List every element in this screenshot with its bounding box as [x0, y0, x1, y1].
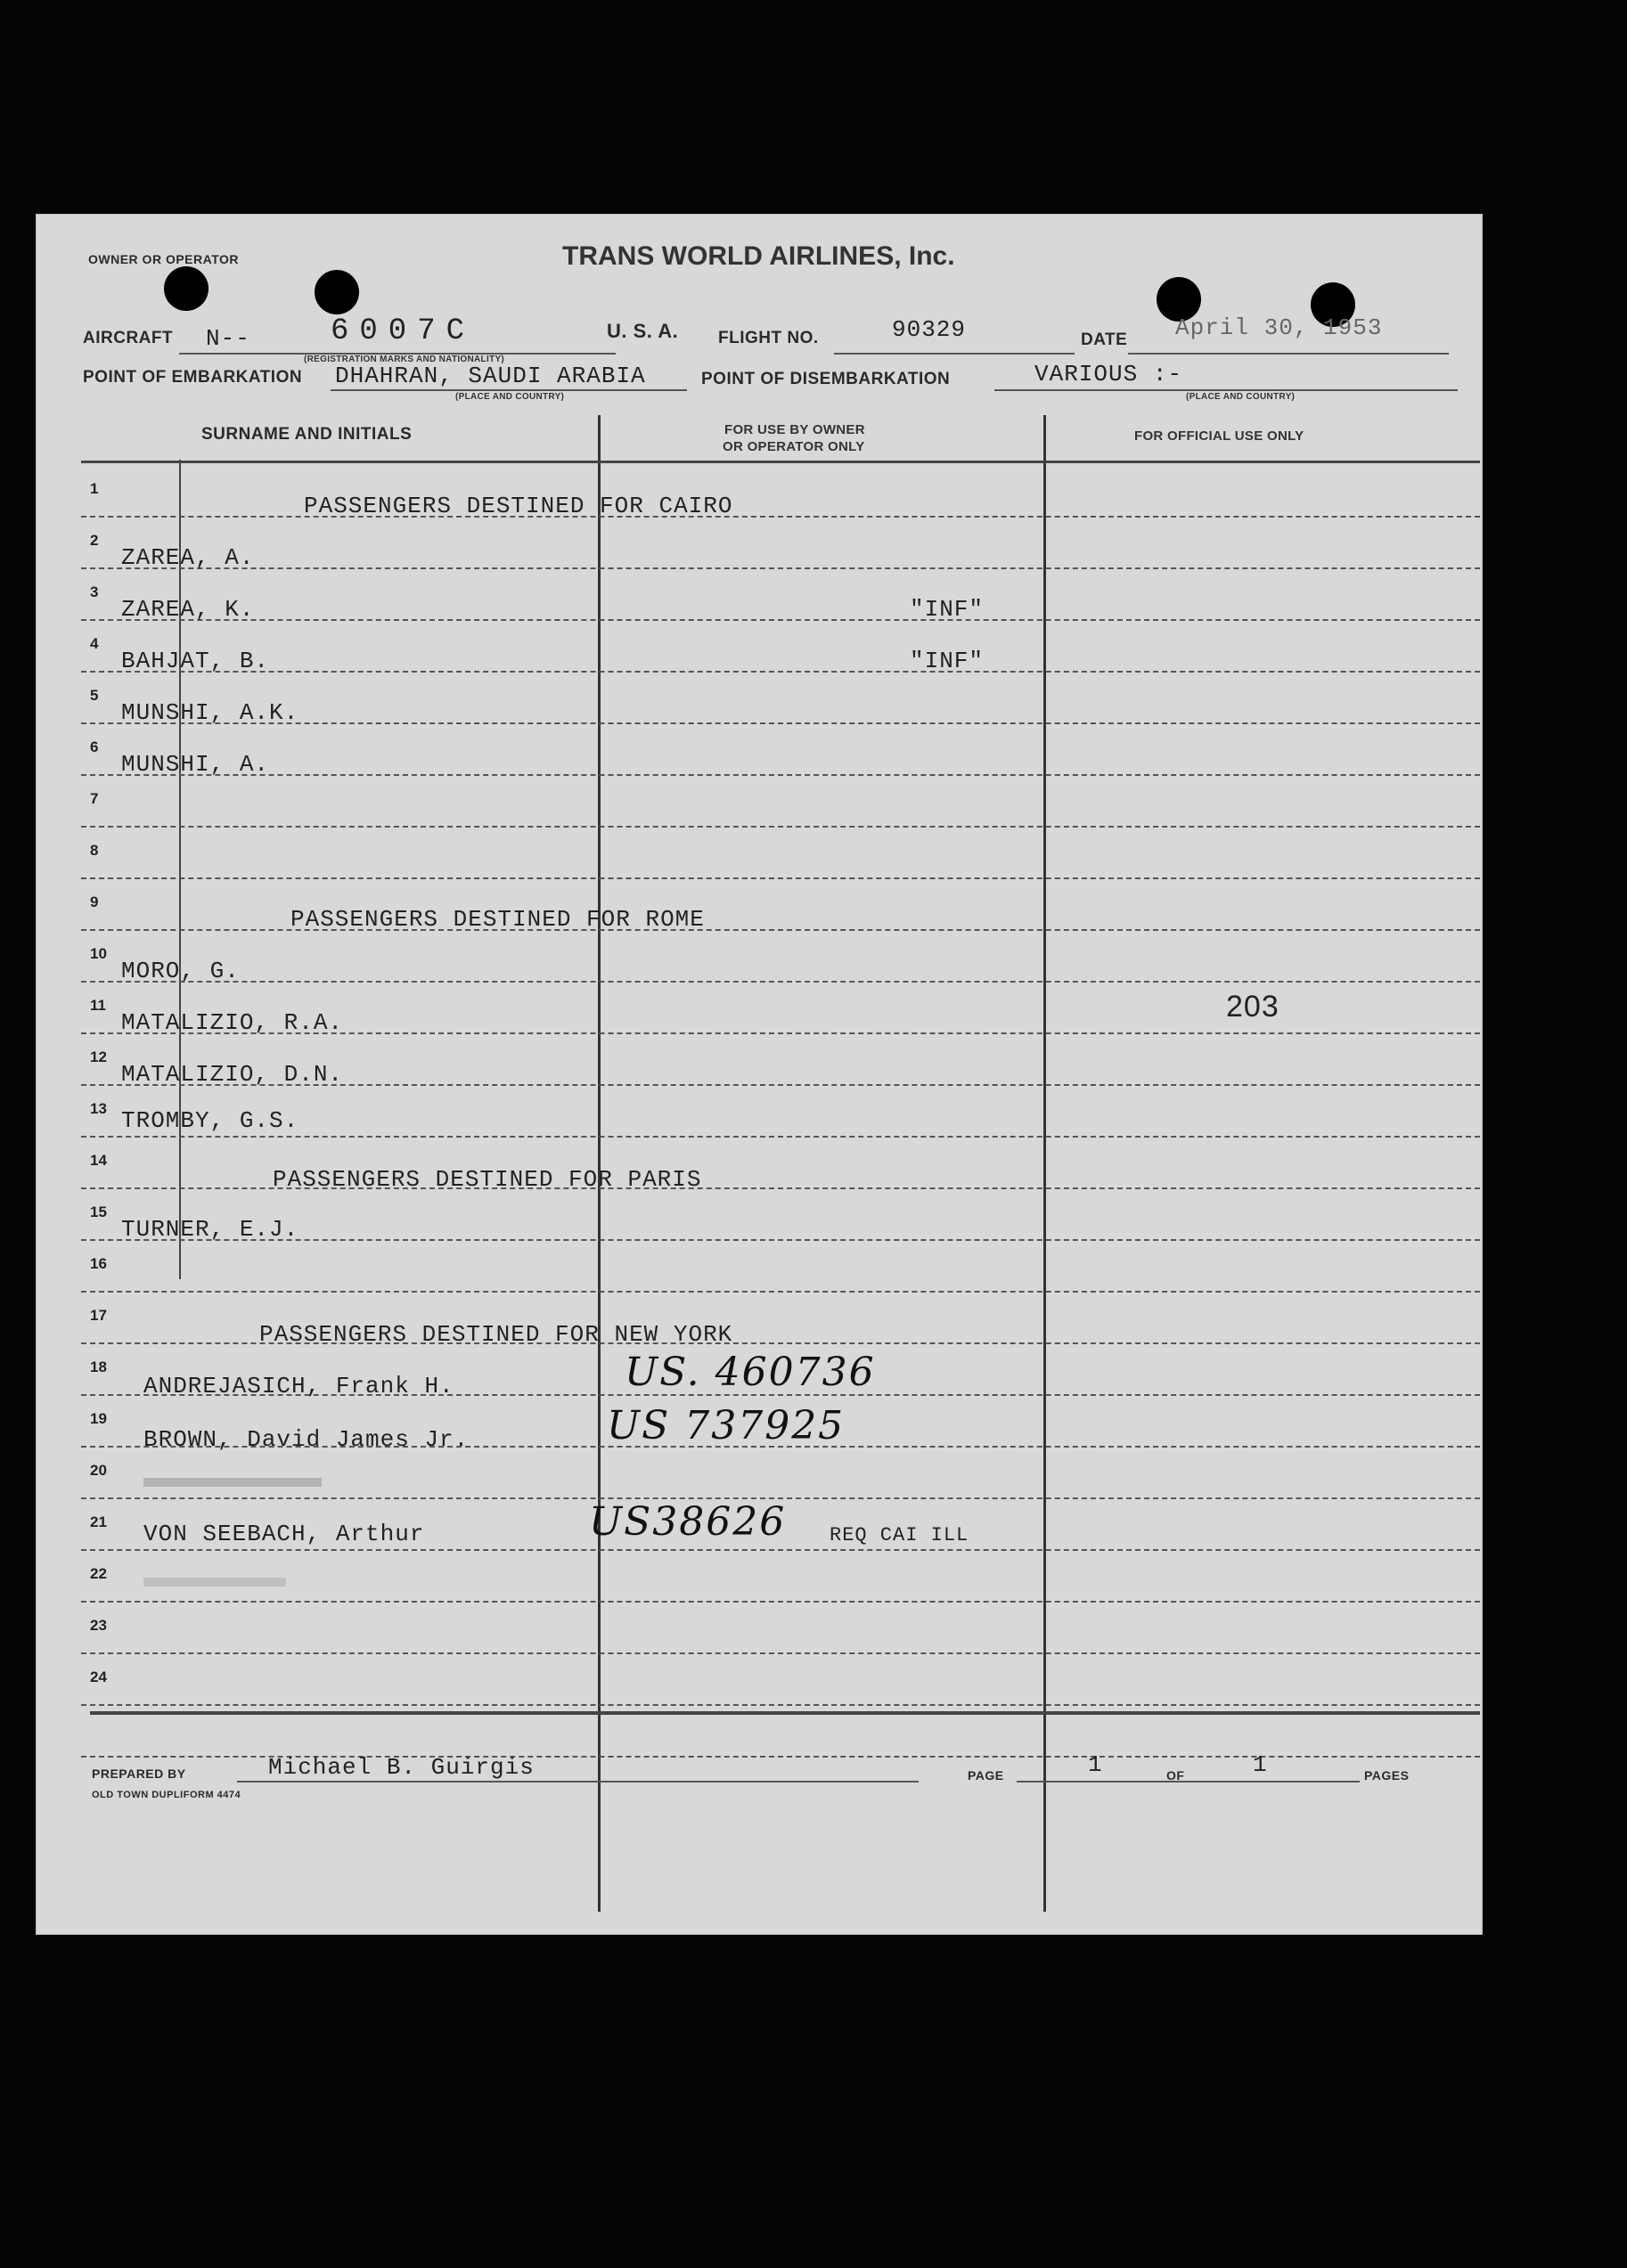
- row-number: 10: [90, 945, 107, 962]
- official-note: 203: [1226, 990, 1280, 1024]
- header-rule: [81, 461, 1480, 463]
- col-owner-header-1: FOR USE BY OWNER: [724, 422, 865, 437]
- row-rule: [81, 1291, 1480, 1293]
- row-number: 15: [90, 1203, 107, 1220]
- embarkation-underline: [331, 389, 687, 391]
- row-rule: [81, 567, 1480, 569]
- punch-hole: [164, 266, 208, 311]
- page-total: 1: [1253, 1751, 1268, 1778]
- date-value: April 30, 1953: [1175, 314, 1383, 341]
- flight-underline: [834, 353, 1075, 355]
- row-number: 20: [90, 1462, 107, 1479]
- owner-note: "INF": [910, 648, 985, 674]
- row-rule: [81, 877, 1480, 879]
- row-rule: [81, 1549, 1480, 1551]
- page-underline: [1017, 1781, 1360, 1783]
- punch-hole: [315, 270, 359, 314]
- handwritten-id: US38626: [589, 1499, 787, 1545]
- row-number: 23: [90, 1617, 107, 1634]
- section-heading-cairo: PASSENGERS DESTINED FOR CAIRO: [304, 493, 733, 519]
- row-number: 1: [90, 480, 99, 497]
- passenger-name: MATALIZIO, R.A.: [121, 1009, 344, 1036]
- row-number: 13: [90, 1100, 107, 1117]
- prepared-by-label: PREPARED BY: [92, 1766, 186, 1781]
- page-number: 1: [1088, 1751, 1103, 1778]
- row-number: 17: [90, 1307, 107, 1324]
- nationality: U. S. A.: [607, 320, 679, 342]
- passenger-name: MORO, G.: [121, 958, 240, 984]
- row-number: 22: [90, 1565, 107, 1582]
- row-number: 21: [90, 1513, 107, 1530]
- col-owner-header-2: OR OPERATOR ONLY: [723, 439, 865, 454]
- redacted-entry: [143, 1578, 286, 1587]
- row-rule: [81, 1601, 1480, 1603]
- row-number: 8: [90, 842, 99, 859]
- row-rule: [81, 826, 1480, 828]
- col-official-header: FOR OFFICIAL USE ONLY: [1134, 428, 1304, 444]
- row-number: 14: [90, 1152, 107, 1169]
- registration-note: (REGISTRATION MARKS AND NATIONALITY): [304, 355, 505, 364]
- handwritten-id: US 737925: [607, 1403, 846, 1448]
- place-note-2: (PLACE AND COUNTRY): [1186, 392, 1296, 402]
- flight-label: FLIGHT NO.: [718, 329, 819, 347]
- passenger-name: MUNSHI, A.K.: [121, 699, 299, 726]
- row-number: 16: [90, 1255, 107, 1272]
- row-number: 9: [90, 893, 99, 910]
- passenger-name: BROWN, David James Jr.: [143, 1426, 470, 1453]
- passenger-name: ZAREA, K.: [121, 596, 255, 623]
- row-rule: [81, 1704, 1480, 1706]
- row-number: 2: [90, 532, 99, 549]
- owner-note: REQ CAI ILL: [830, 1524, 969, 1546]
- flight-number: 90329: [892, 316, 967, 343]
- row-number: 24: [90, 1668, 107, 1685]
- embarkation-value: DHAHRAN, SAUDI ARABIA: [335, 363, 646, 389]
- page-label: PAGE: [968, 1768, 1004, 1783]
- row-rule: [81, 671, 1480, 673]
- handwritten-id: US. 460736: [625, 1350, 876, 1395]
- owner-label: OWNER OR OPERATOR: [88, 252, 239, 266]
- prepared-by-underline: [237, 1781, 919, 1783]
- col-surname-header: SURNAME AND INITIALS: [201, 425, 413, 444]
- airline-name: TRANS WORLD AIRLINES, Inc.: [562, 241, 955, 271]
- passenger-name: TURNER, E.J.: [121, 1216, 299, 1243]
- row-number: 18: [90, 1358, 107, 1375]
- passenger-name: TROMBY, G.S.: [121, 1107, 299, 1134]
- passenger-name: BAHJAT, B.: [121, 648, 270, 674]
- row-number: 19: [90, 1410, 107, 1427]
- prepared-by-value: Michael B. Guirgis: [268, 1754, 535, 1781]
- row-number: 12: [90, 1048, 107, 1065]
- row-number: 4: [90, 635, 99, 652]
- row-rule: [81, 1652, 1480, 1654]
- passenger-name: ZAREA, A.: [121, 544, 255, 571]
- row-number: 7: [90, 790, 99, 807]
- margin-pen-line: [179, 460, 181, 1279]
- column-divider-2: [1043, 415, 1046, 1912]
- owner-note: "INF": [910, 596, 985, 623]
- section-heading-paris: PASSENGERS DESTINED FOR PARIS: [273, 1166, 702, 1193]
- form-id: OLD TOWN DUPLIFORM 4474: [92, 1790, 241, 1800]
- disembarkation-label: POINT OF DISEMBARKATION: [701, 370, 951, 388]
- row-rule: [81, 981, 1480, 983]
- passenger-name: MUNSHI, A.: [121, 751, 270, 778]
- row-rule: [81, 516, 1480, 518]
- passenger-name: ANDREJASICH, Frank H.: [143, 1373, 454, 1399]
- passenger-name: VON SEEBACH, Arthur: [143, 1521, 425, 1547]
- disembarkation-value: VARIOUS :-: [1034, 361, 1183, 388]
- aircraft-label: AIRCRAFT: [83, 329, 174, 347]
- row-rule: [81, 619, 1480, 621]
- row-rule: [81, 774, 1480, 776]
- of-label: OF: [1166, 1768, 1185, 1783]
- row-number: 6: [90, 738, 99, 755]
- row-rule: [81, 1136, 1480, 1138]
- redacted-entry: [143, 1478, 322, 1487]
- place-note: (PLACE AND COUNTRY): [455, 392, 565, 402]
- disembarkation-underline: [994, 389, 1458, 391]
- manifest-sheet: [36, 214, 1483, 1935]
- section-heading-rome: PASSENGERS DESTINED FOR ROME: [290, 906, 705, 933]
- section-heading-new-york: PASSENGERS DESTINED FOR NEW YORK: [259, 1321, 733, 1348]
- aircraft-prefix: N--: [206, 325, 250, 352]
- passenger-name: MATALIZIO, D.N.: [121, 1061, 344, 1088]
- date-label: DATE: [1081, 330, 1128, 349]
- row-number: 3: [90, 583, 99, 600]
- aircraft-number: 6007C: [331, 314, 476, 348]
- date-underline: [1128, 353, 1449, 355]
- pages-label: PAGES: [1364, 1768, 1410, 1783]
- row-number: 5: [90, 687, 99, 704]
- column-divider-1: [598, 415, 601, 1912]
- table-bottom-rule: [90, 1711, 1480, 1715]
- embarkation-label: POINT OF EMBARKATION: [83, 368, 303, 387]
- row-number: 11: [90, 997, 106, 1014]
